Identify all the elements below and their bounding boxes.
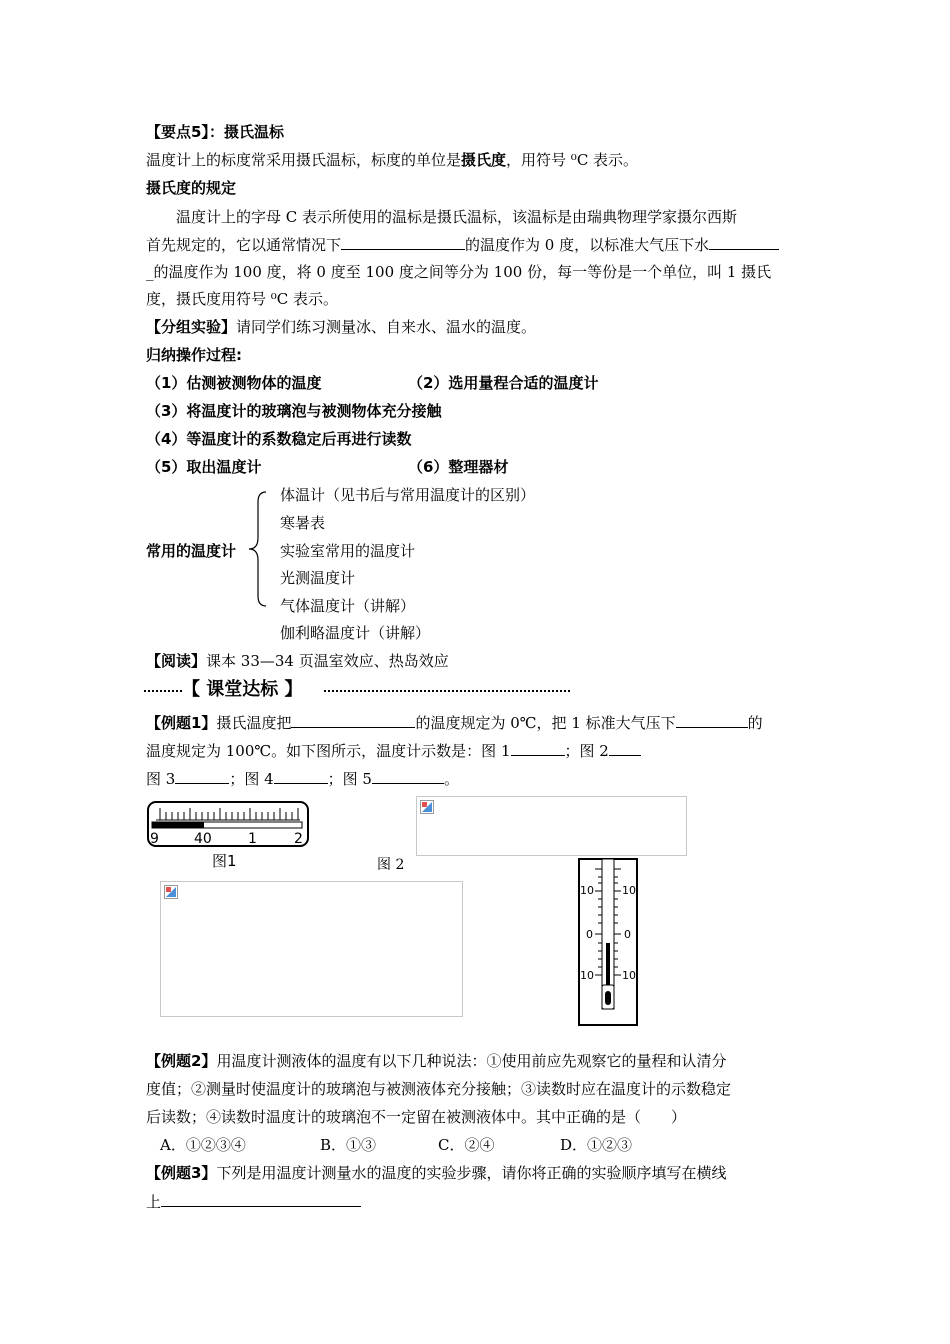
celsius-para-2: 首先规定的，它以通常情况下 的温度作为 0 度，以标准大气压下水 <box>146 234 779 255</box>
blank-fig4[interactable] <box>274 768 328 784</box>
procedure-step-3: （3）将温度计的玻璃泡与被测物体充分接触 <box>146 402 442 420</box>
fig5-tick-bottom-right: 10 <box>622 969 636 982</box>
blank-fig5[interactable] <box>372 768 444 784</box>
procedure-heading: 归纳操作过程: <box>146 346 242 364</box>
figure-1-thermometer <box>146 800 312 872</box>
procedure-step-2: （2）选用量程合适的温度计 <box>408 374 599 392</box>
blank-ice-point[interactable] <box>291 712 415 728</box>
figure-3-image <box>160 881 463 1017</box>
example2-option-a[interactable]: A．①②③④ <box>160 1136 246 1154</box>
example3-line2: 上 <box>146 1191 361 1212</box>
broken-image-icon <box>164 885 178 899</box>
curly-brace-icon <box>246 488 270 610</box>
blank-water-state[interactable] <box>709 234 779 250</box>
thermometers-label: 常用的温度计 <box>146 542 237 560</box>
group-experiment: 【分组实验】请同学们练习测量冰、自来水、温水的温度。 <box>146 318 537 336</box>
example2-line3: 后读数；④读数时温度计的玻璃泡不一定留在被测液体中。其中正确的是（ ） <box>146 1108 687 1126</box>
example1-line3: 图 3 ；图 4 ；图 5 。 <box>146 770 459 788</box>
thermometer-type-6: 伽利略温度计（讲解） <box>280 624 431 642</box>
thermometer-type-1: 体温计（见书后与常用温度计的区别） <box>280 486 536 504</box>
example1-line1: 【例题1】摄氏温度把 的温度规定为 0℃，把 1 标准大气压下 的 <box>146 714 763 732</box>
example2-option-d[interactable]: D．①②③ <box>560 1136 633 1154</box>
procedure-step-1: （1）估测被测物体的温度 <box>146 374 322 392</box>
fig1-tick-9: 9 <box>150 831 159 847</box>
fig5-tick-top-left: 10 <box>580 884 594 897</box>
fig2-caption: 图 2 <box>377 857 405 873</box>
point5-heading: 【要点5】：摄氏温标 <box>146 123 284 141</box>
thermometer-type-4: 光测温度计 <box>280 569 356 587</box>
fig1-tick-40: 40 <box>194 831 212 847</box>
fig5-tick-zero-right: 0 <box>624 928 631 941</box>
celsius-para-4: 度，摄氏度用符号 ⁰C 表示。 <box>146 290 339 308</box>
fig5-tick-bottom-left: 10 <box>580 969 594 982</box>
example1-line2: 温度规定为 100℃。如下图所示，温度计示数是：图 1 ；图 2 <box>146 740 641 761</box>
blank-step-order[interactable] <box>161 1191 361 1207</box>
example3-line1: 【例题3】下列是用温度计测量水的温度的实验步骤，请你将正确的实验顺序填写在横线 <box>146 1164 727 1182</box>
procedure-step-6: （6）整理器材 <box>408 458 509 476</box>
example2-line2: 度值；②测量时使温度计的玻璃泡与被测液体充分接触；③读数时应在温度计的示数稳定 <box>146 1080 732 1098</box>
blank-fig1[interactable] <box>511 740 565 756</box>
point5-line1: 温度计上的标度常采用摄氏温标，标度的单位是摄氏度，用符号 ⁰C 表示。 <box>146 151 639 169</box>
broken-image-icon <box>420 800 434 814</box>
blank-fig2[interactable] <box>609 740 641 756</box>
procedure-step-5: （5）取出温度计 <box>146 458 262 476</box>
celsius-subheading: 摄氏度的规定 <box>146 179 237 197</box>
fig5-tick-top-right: 10 <box>622 884 636 897</box>
blank-normal-temp[interactable] <box>341 234 465 250</box>
celsius-para-1: 温度计上的字母 C 表示所使用的温标是摄氏温标，该温标是由瑞典物理学家摄尔西斯 <box>176 208 738 226</box>
fig1-tick-2: 2 <box>294 831 303 847</box>
fig1-tick-1: 1 <box>248 831 257 847</box>
example2-line1: 【例题2】用温度计测液体的温度有以下几种说法：①使用前应先观察它的量程和认清分 <box>146 1052 727 1070</box>
celsius-para-3: _的温度作为 100 度，将 0 度至 100 度之间等分为 100 份，每一等份是一个单位，叫 1 摄氏 <box>146 263 772 281</box>
thermometer-type-5: 气体温度计（讲解） <box>280 597 416 615</box>
procedure-step-4: （4）等温度计的系数稳定后再进行读数 <box>146 430 412 448</box>
fig5-tick-zero-left: 0 <box>586 928 593 941</box>
blank-boiling-point[interactable] <box>676 712 748 728</box>
banner-title: 【 课堂达标 】 <box>182 679 303 700</box>
example2-option-c[interactable]: C．②④ <box>438 1136 495 1154</box>
figure-2-image <box>416 796 687 856</box>
figure-5-thermometer <box>576 857 640 1027</box>
reading-line: 【阅读】课本 33—34 页温室效应、热岛效应 <box>146 652 449 670</box>
fig1-caption: 图1 <box>212 852 237 870</box>
blank-fig3[interactable] <box>175 768 229 784</box>
thermometer-type-2: 寒暑表 <box>280 514 326 532</box>
banner-dots-right <box>324 690 570 692</box>
banner-dots-left <box>144 690 182 692</box>
thermometer-type-3: 实验室常用的温度计 <box>280 542 416 560</box>
example2-option-b[interactable]: B．①③ <box>320 1136 377 1154</box>
